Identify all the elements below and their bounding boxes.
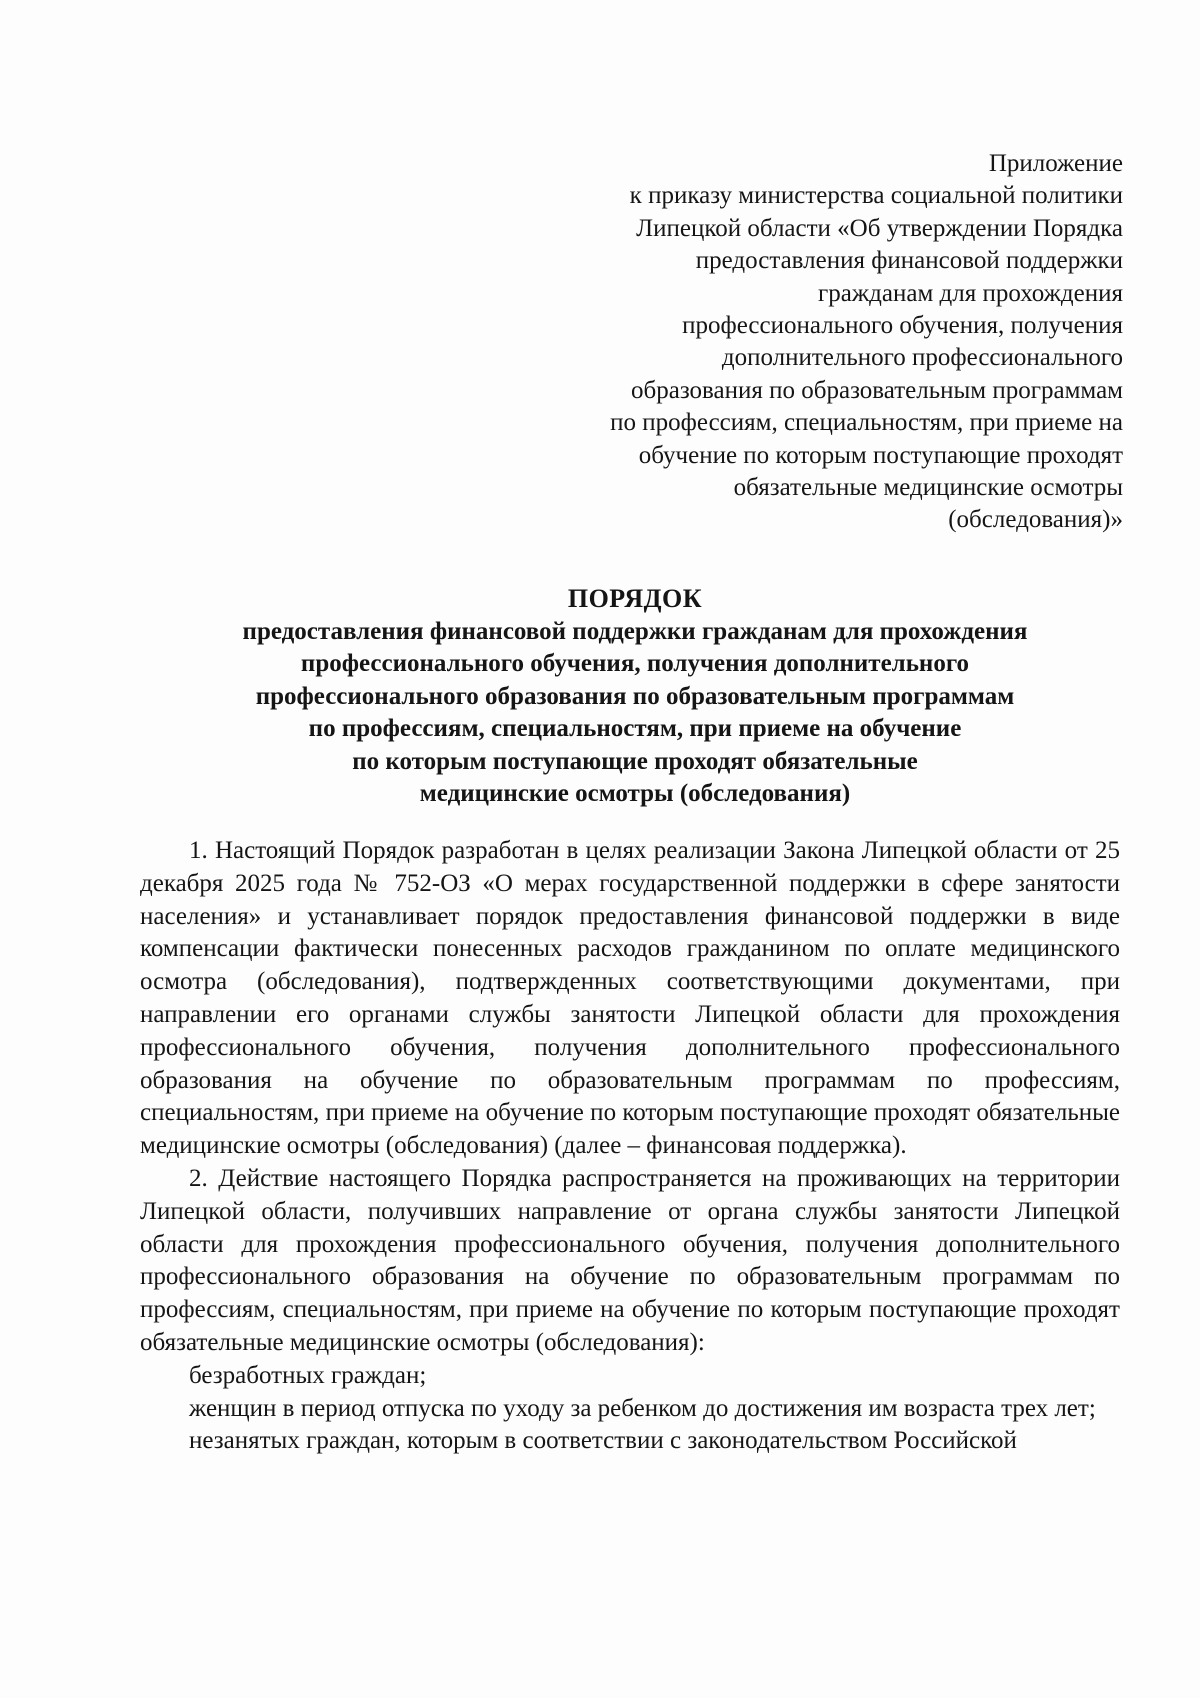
appendix-line: обязательные медицинские осмотры xyxy=(733,474,1123,502)
appendix-header xyxy=(523,148,1123,537)
document-subtitle-line: профессионального обучения, получения дополнительного xyxy=(300,650,970,678)
document-subtitle-line: по профессиям, специальностям, при приеме на обучение xyxy=(308,715,962,743)
list-item-unoccupied: незанятых граждан, которым в соответствии с законодательством Российской xyxy=(189,1427,1017,1455)
appendix-line: профессионального обучения, получения xyxy=(682,312,1123,340)
appendix-line: Липецкой области «Об утверждении Порядка xyxy=(636,214,1123,242)
document-title-block xyxy=(100,584,1170,810)
paragraph-1: 1. Настоящий Порядок разработан в целях реализации Закона Липецкой области от 25 декабря 2025 года № 752-ОЗ «О мерах государственной поддержки в сфере занятости населения» и устанавливает порядок предоставления финансовой поддержки в виде компенсации фактически понесенных расходов гражданином по оплате медицинского осмотра (обследования), подтвержденных соответствующими документами, при направлении его органами службы занятости Липецкой области для прохождения профессионального обучения, получения дополнительного профессионального образования на обучение по образовательным программам по профессиям, специальностям, при приеме на обучение по которым поступающие проходят обязательные медицинские осмотры (обследования) (далее – финансовая поддержка). xyxy=(140,837,1120,1160)
appendix-line: Приложение xyxy=(988,150,1123,177)
document-subtitle-line: медицинские осмотры (обследования) xyxy=(419,780,851,808)
appendix-line: (обследования)» xyxy=(948,506,1123,534)
document-subtitle-line: предоставления финансовой поддержки гражданам для прохождения xyxy=(242,618,1028,645)
document-subtitle-line: профессионального образования по образовательным программам xyxy=(255,682,1015,710)
list-item-unemployed: безработных граждан; xyxy=(189,1361,427,1389)
document-subtitle-line: по которым поступающие проходят обязательные xyxy=(352,747,918,775)
list-item-women-childcare: женщин в период отпуска по уходу за ребенком до достижения им возраста трех лет; xyxy=(189,1394,1096,1422)
document-body xyxy=(140,835,1120,1458)
appendix-line: образования по образовательным программам xyxy=(631,376,1123,404)
paragraph-2: 2. Действие настоящего Порядка распространяется на проживающих на территории Липецкой области, получивших направление от органа службы занятости Липецкой области для прохождения профессионального обучения, получения дополнительного профессионального образования на обучение по образовательным программам по профессиям, специальностям, при приеме на обучение по которым поступающие проходят обязательные медицинские осмотры (обследования): xyxy=(140,1164,1120,1356)
appendix-line: обучение по которым поступающие проходят xyxy=(638,441,1123,469)
appendix-line: гражданам для прохождения xyxy=(818,279,1123,307)
appendix-line: к приказу министерства социальной политики xyxy=(629,182,1123,210)
appendix-line: предоставления финансовой поддержки xyxy=(695,247,1123,275)
appendix-line: дополнительного профессионального xyxy=(721,344,1123,372)
document-title: ПОРЯДОК xyxy=(567,584,703,613)
appendix-line: по профессиям, специальностям, при приеме на xyxy=(610,409,1123,437)
